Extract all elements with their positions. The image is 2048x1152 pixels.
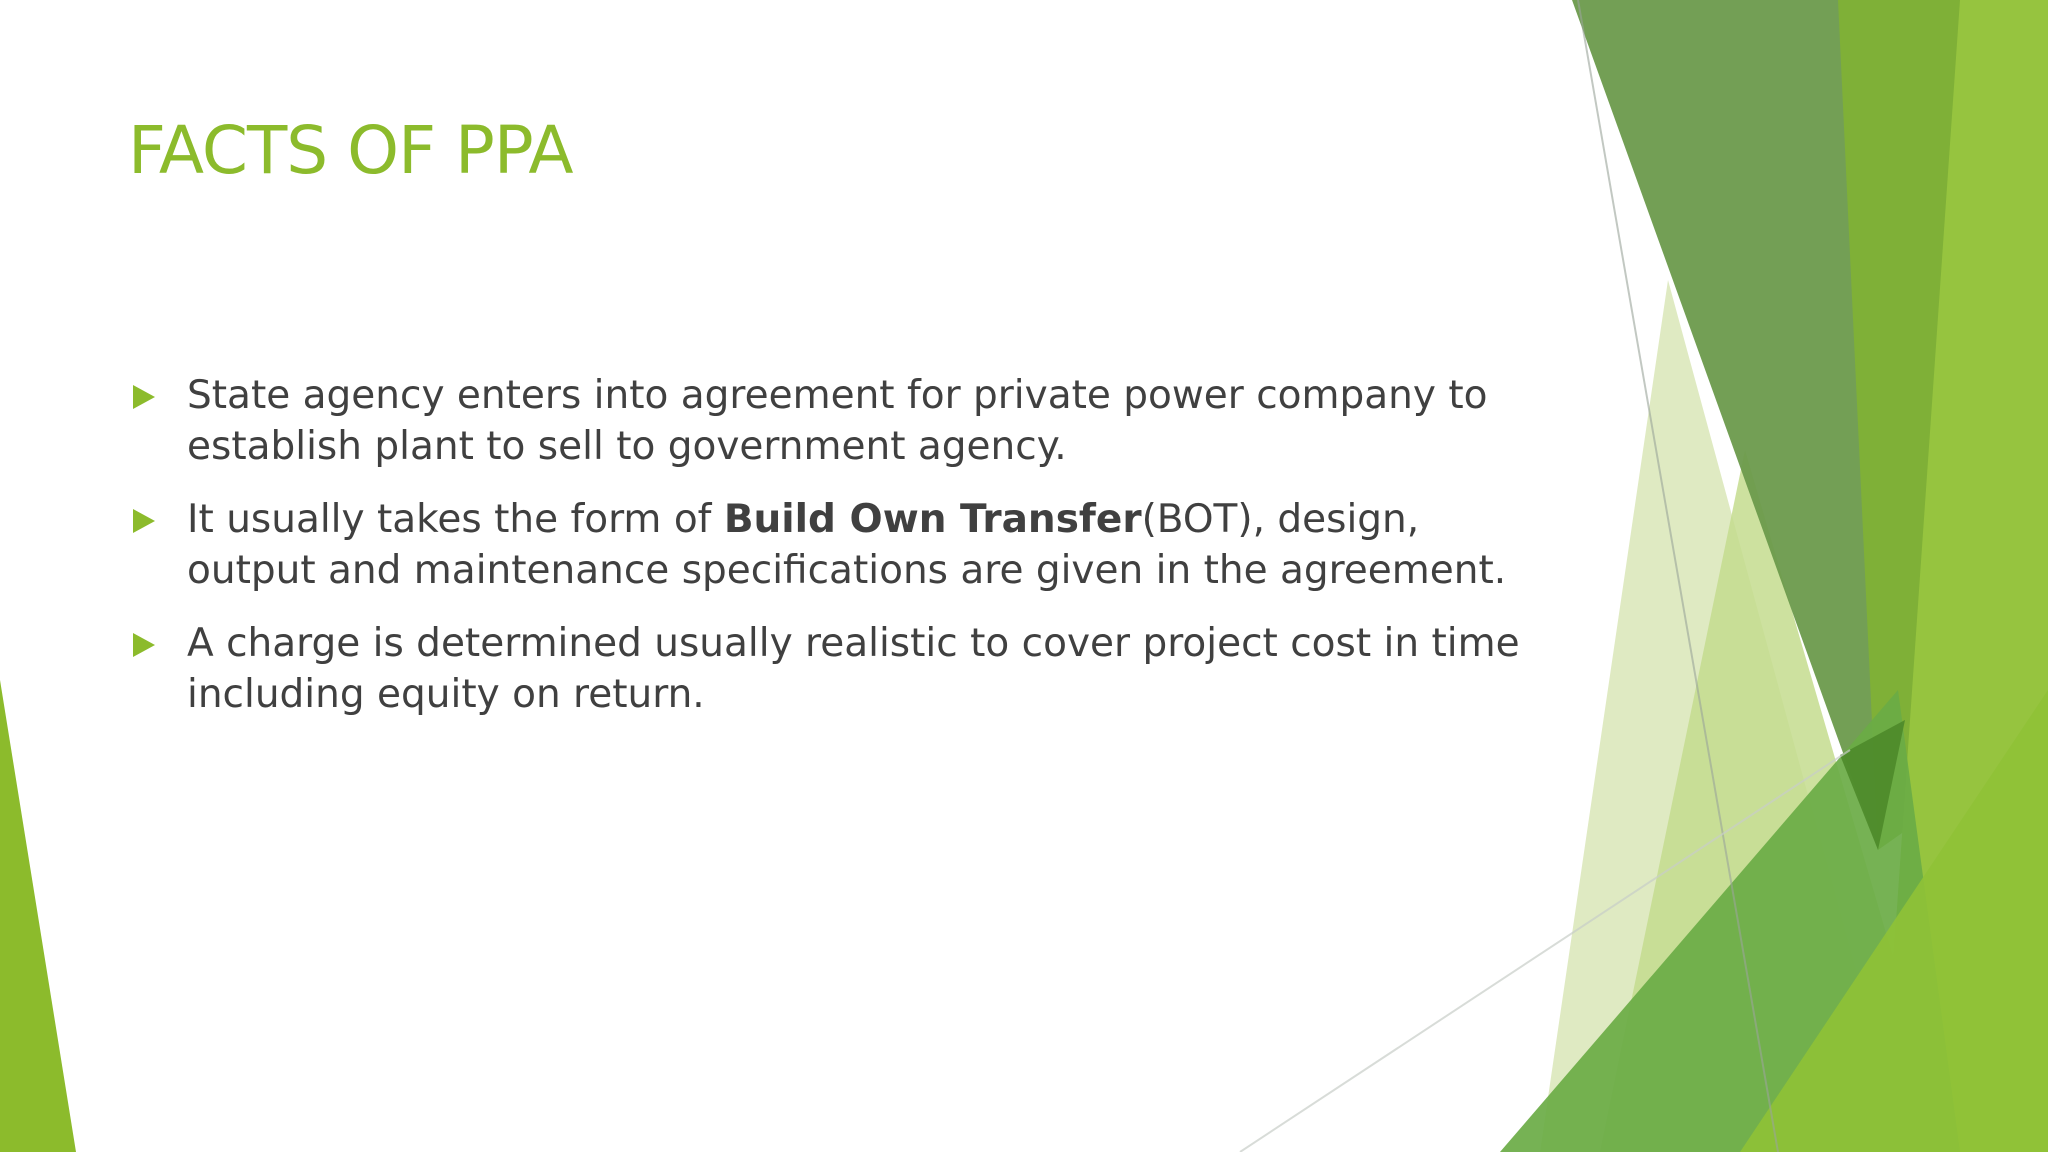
left-green-sliver [0,680,76,1152]
bullet-item [130,618,1530,720]
bullet-item [130,494,1530,596]
bullet-text-tail: (BOT), design, output and maintenance specifications are given in the agreement. [187,497,1507,593]
triangle-right-icon [133,509,155,533]
bullet-text-lead: It usually takes the form of [187,497,724,542]
bullet-text: State agency enters into agreement for private power company to establish plant to sell to government agency. [187,373,1488,469]
triangle-right-icon [133,385,155,409]
bullet-item [130,370,1530,472]
bullet-text-bold: Build Own Transfer [723,497,1142,542]
bullet-list [130,370,1530,742]
triangle-right-icon [133,633,155,657]
bullet-text: A charge is determined usually realistic to cover project cost in time including equity on return. [187,621,1520,717]
slide-title: FACTS OF PPA [128,112,573,189]
